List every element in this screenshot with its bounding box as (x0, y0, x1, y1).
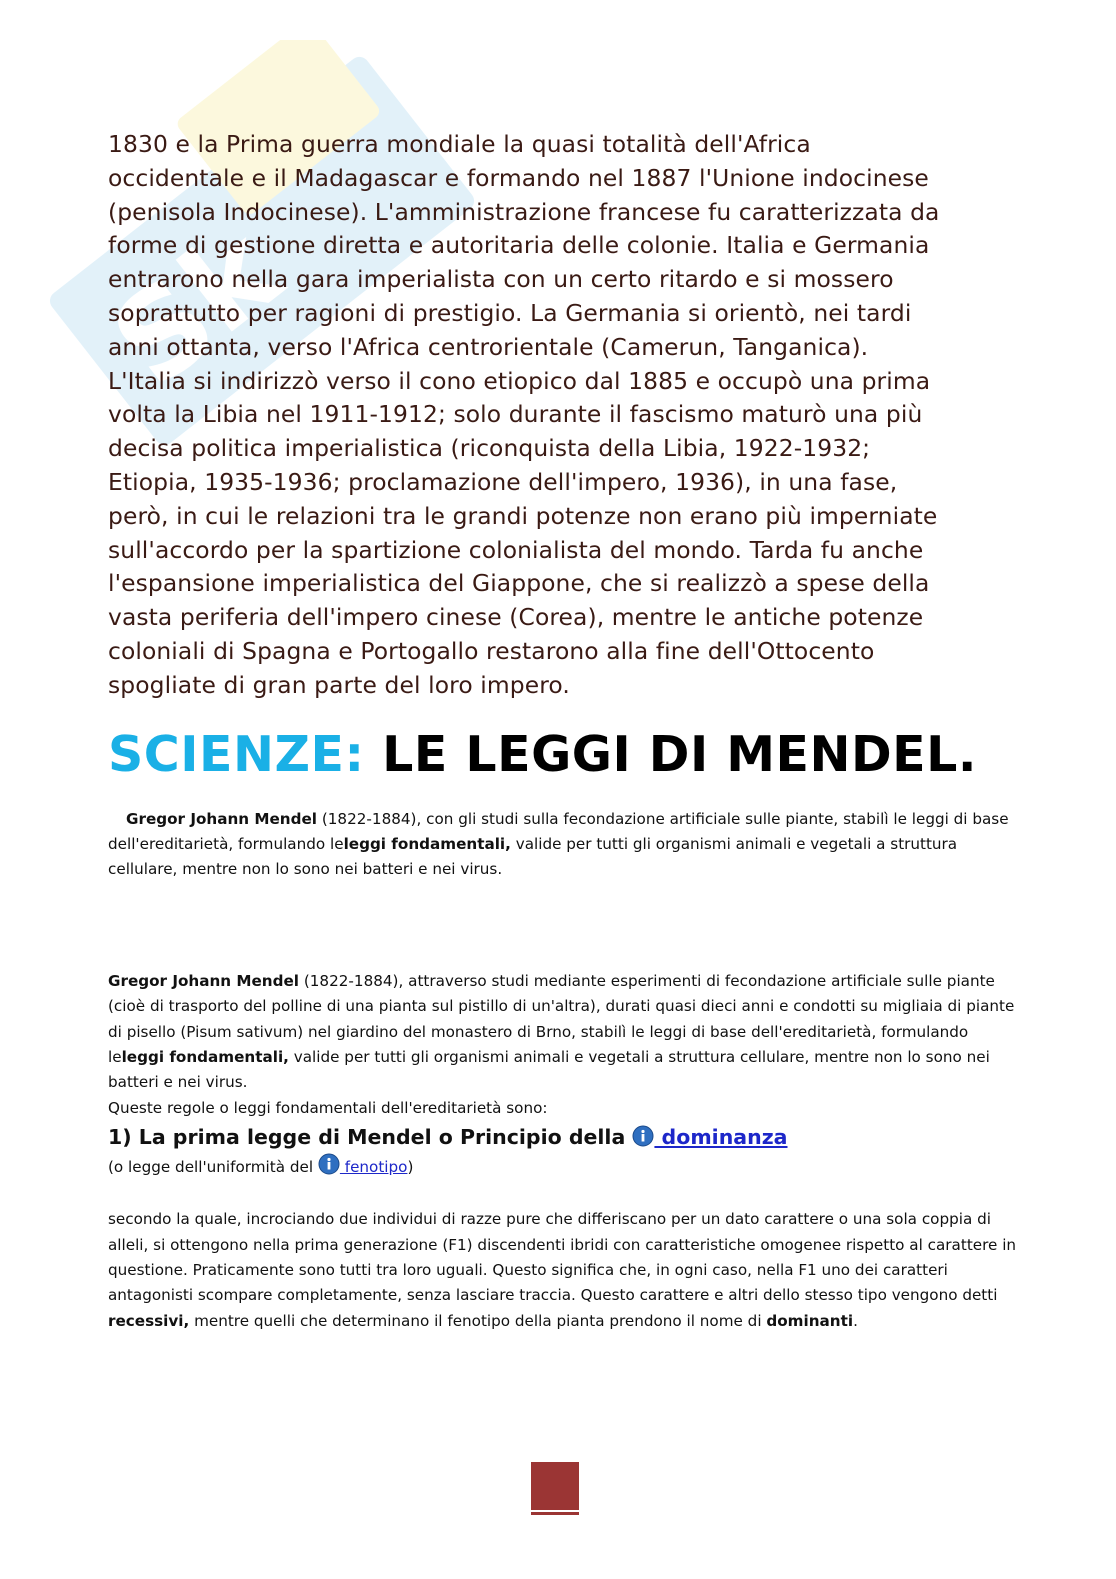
history-line: occidentale e il Madagascar e formando nel 1887 l'Unione indocinese (108, 163, 929, 192)
page-marker-underline (531, 1512, 579, 1515)
body3-text-2: mentre quelli che determinano il fenotipo della pianta prendono il nome di (189, 1311, 767, 1330)
history-line: sull'accordo per la spartizione colonialista del mondo. Tarda fu anche (108, 535, 924, 564)
section-heading (108, 725, 1018, 785)
history-line: entrarono nella gara imperialista con un certo ritardo e si mossero (108, 265, 894, 294)
heading-accent: SCIENZE: (108, 725, 365, 783)
law1-title (108, 1123, 1018, 1151)
body3-bold-1: recessivi, (108, 1311, 190, 1330)
heading-title: LE LEGGI DI MENDEL. (382, 725, 977, 783)
page-content (108, 128, 1018, 1334)
section2-paragraph (108, 969, 1018, 1121)
law1-sub-pre: (o legge dell'uniformità del (108, 1158, 318, 1177)
history-line: soprattutto per ragioni di prestigio. La Germania si orientò, nei tardi (108, 298, 912, 327)
law1-sub-post: ) (407, 1158, 414, 1177)
history-line: decisa politica imperialistica (riconquista della Libia, 1922-1932; (108, 434, 871, 463)
history-line: coloniali di Spagna e Portogallo restarono alla fine dell'Ottocento (108, 636, 875, 665)
history-line: forme di gestione diretta e autoritaria delle colonie. Italia e Germania (108, 231, 930, 260)
page-marker (531, 1462, 579, 1510)
info-icon (318, 1153, 340, 1175)
history-line: (penisola Indocinese). L'amministrazione francese fu caratterizzata da (108, 197, 940, 226)
body3-text-3: . (853, 1311, 858, 1330)
law1-title-text: 1) La prima legge di Mendel o Principio della (108, 1125, 633, 1150)
intro-paragraph (108, 807, 1018, 883)
history-line: però, in cui le relazioni tra le grandi potenze non erano più imperniate (108, 501, 938, 530)
section2-line-after: Queste regole o leggi fondamentali dell'ereditarietà sono: (108, 1098, 548, 1117)
history-line: volta la Libia nel 1911-1912; solo durante il fascismo maturò una più (108, 400, 923, 429)
law1-explanation (108, 1207, 1018, 1334)
history-paragraph (108, 128, 1018, 703)
law1-subtitle (108, 1153, 1018, 1179)
intro-bold: leggi fondamentali, (343, 834, 511, 853)
intro-text-2: valide per tutti gli organismi animali e vegetali a struttura cellulare, mentre non lo sono nei batteri e nei virus. (108, 834, 958, 879)
body3-text-1: secondo la quale, incrociando due individui di razze pure che differiscano per un dato carattere o una sola coppia di alleli, si ottengono nella prima generazione (F1) discendenti ibridi con caratteristiche omogenee rispetto al carattere in questione. Praticamente sono tutti tra loro uguali. Questo significa che, in ogni caso, nella F1 uno dei caratteri antagonisti scompare completamente, senza lasciare traccia. Questo carattere e altri dello stesso tipo vengono detti (108, 1210, 1017, 1305)
history-line: spogliate di gran parte del loro impero. (108, 670, 570, 699)
fenotipo-link[interactable]: fenotipo (339, 1158, 408, 1177)
svg-text:Sk: Sk (88, 201, 305, 414)
history-line: 1830 e la Prima guerra mondiale la quasi totalità dell'Africa (108, 130, 811, 158)
dominanza-link[interactable]: dominanza (654, 1125, 788, 1150)
info-icon (632, 1125, 654, 1147)
history-line: vasta periferia dell'impero cinese (Corea), mentre le antiche potenze (108, 603, 924, 632)
history-line: anni ottanta, verso l'Africa centrorientale (Camerun, Tanganica). (108, 332, 869, 361)
history-line: l'espansione imperialistica del Giappone, che si realizzò a spese della (108, 569, 930, 598)
section2-text-1: (1822-1884), attraverso studi mediante esperimenti di fecondazione artificiale sulle piante (cioè di trasporto del polline di una pianta sul pistillo di un'altra), durati quasi dieci anni e condotti su migliaia di piante di pisello (Pisum sativum) nel giardino del monastero di Brno, stabilì le leggi di base dell'ereditarietà, formulando le (108, 971, 1015, 1066)
section2-name: Gregor Johann Mendel (108, 971, 300, 990)
section2-text-2: valide per tutti gli organismi animali e vegetali a struttura cellulare, mentre non lo sono nei batteri e nei virus. (108, 1047, 990, 1092)
intro-name: Gregor Johann Mendel (126, 809, 318, 828)
intro-text-1: (1822-1884), con gli studi sulla fecondazione artificiale sulle piante, stabilì le leggi di base dell'ereditarietà, formulando le (108, 809, 1009, 853)
history-line: L'Italia si indirizzò verso il cono etiopico dal 1885 e occupò una prima (108, 366, 931, 395)
body3-bold-2: dominanti (766, 1311, 854, 1330)
section2-bold: leggi fondamentali, (121, 1047, 289, 1066)
history-line: Etiopia, 1935-1936; proclamazione dell'impero, 1936), in una fase, (108, 467, 898, 496)
